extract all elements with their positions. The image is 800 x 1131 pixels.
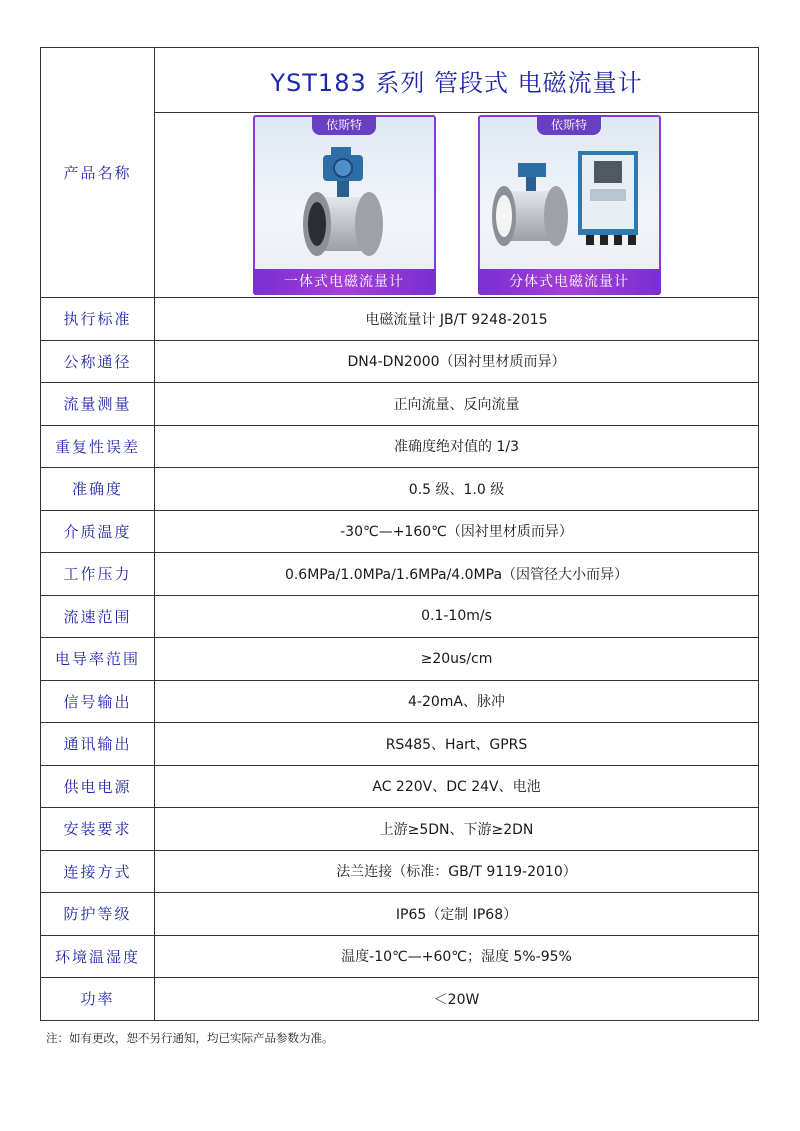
spec-row: [41, 893, 759, 936]
spec-label: 通讯输出: [41, 723, 155, 766]
spec-value: 温度-10℃—+60℃；湿度 5%-95%: [155, 935, 759, 978]
spec-value: 0.1-10m/s: [155, 595, 759, 638]
spec-row: [41, 595, 759, 638]
spec-row: [41, 850, 759, 893]
product-image-split: [478, 115, 661, 295]
spec-value: DN4-DN2000（因衬里材质而异）: [155, 340, 759, 383]
spec-label: 流速范围: [41, 595, 155, 638]
spec-value: ＜20W: [155, 978, 759, 1021]
spec-row: [41, 638, 759, 681]
spec-label: 工作压力: [41, 553, 155, 596]
spec-label: 介质温度: [41, 510, 155, 553]
brand-badge: 依斯特: [537, 115, 601, 135]
spec-row: [41, 340, 759, 383]
title-cell: [155, 48, 759, 113]
integrated-flowmeter-illustration: [253, 129, 436, 269]
product-image-integrated: [253, 115, 436, 295]
spec-label: 流量测量: [41, 383, 155, 426]
page-title: YST183 系列 管段式 电磁流量计: [270, 68, 643, 97]
spec-row: [41, 808, 759, 851]
spec-row: [41, 765, 759, 808]
spec-value: 上游≥5DN、下游≥2DN: [155, 808, 759, 851]
spec-label: 执行标准: [41, 298, 155, 341]
spec-value: 0.5 级、1.0 级: [155, 468, 759, 511]
spec-value: 正向流量、反向流量: [155, 383, 759, 426]
spec-label: 电导率范围: [41, 638, 155, 681]
split-flowmeter-illustration: [478, 129, 661, 269]
product-caption: 分体式电磁流量计: [478, 269, 661, 295]
spec-value: ≥20us/cm: [155, 638, 759, 681]
spec-label: 重复性误差: [41, 425, 155, 468]
spec-label: 连接方式: [41, 850, 155, 893]
spec-row: [41, 298, 759, 341]
spec-row: [41, 723, 759, 766]
spec-row: [41, 510, 759, 553]
spec-value: 法兰连接（标准：GB/T 9119-2010）: [155, 850, 759, 893]
spec-value: 0.6MPa/1.0MPa/1.6MPa/4.0MPa（因管径大小而异）: [155, 553, 759, 596]
spec-label: 供电电源: [41, 765, 155, 808]
spec-table: [40, 47, 759, 1021]
spec-value: 准确度绝对值的 1/3: [155, 425, 759, 468]
spec-label: 环境温湿度: [41, 935, 155, 978]
spec-label: 公称通径: [41, 340, 155, 383]
spec-label: 安装要求: [41, 808, 155, 851]
spec-value: 电磁流量计 JB/T 9248-2015: [155, 298, 759, 341]
spec-row: [41, 978, 759, 1021]
brand-badge: 依斯特: [312, 115, 376, 135]
spec-label: 防护等级: [41, 893, 155, 936]
spec-label: 准确度: [41, 468, 155, 511]
footnote: 注：如有更改，恕不另行通知，均已实际产品参数为准。: [46, 1031, 334, 1045]
spec-row: [41, 383, 759, 426]
spec-value: AC 220V、DC 24V、电池: [155, 765, 759, 808]
spec-label: 功率: [41, 978, 155, 1021]
spec-row: [41, 935, 759, 978]
spec-value: 4-20mA、脉冲: [155, 680, 759, 723]
spec-row: [41, 425, 759, 468]
spec-label: 信号输出: [41, 680, 155, 723]
spec-row: [41, 680, 759, 723]
spec-row: [41, 553, 759, 596]
spec-value: IP65（定制 IP68）: [155, 893, 759, 936]
spec-value: RS485、Hart、GPRS: [155, 723, 759, 766]
spec-value: -30℃—+160℃（因衬里材质而异）: [155, 510, 759, 553]
spec-row: [41, 468, 759, 511]
product-images-cell: [155, 113, 759, 298]
product-name-label: 产品名称: [41, 48, 155, 298]
product-caption: 一体式电磁流量计: [253, 269, 436, 295]
